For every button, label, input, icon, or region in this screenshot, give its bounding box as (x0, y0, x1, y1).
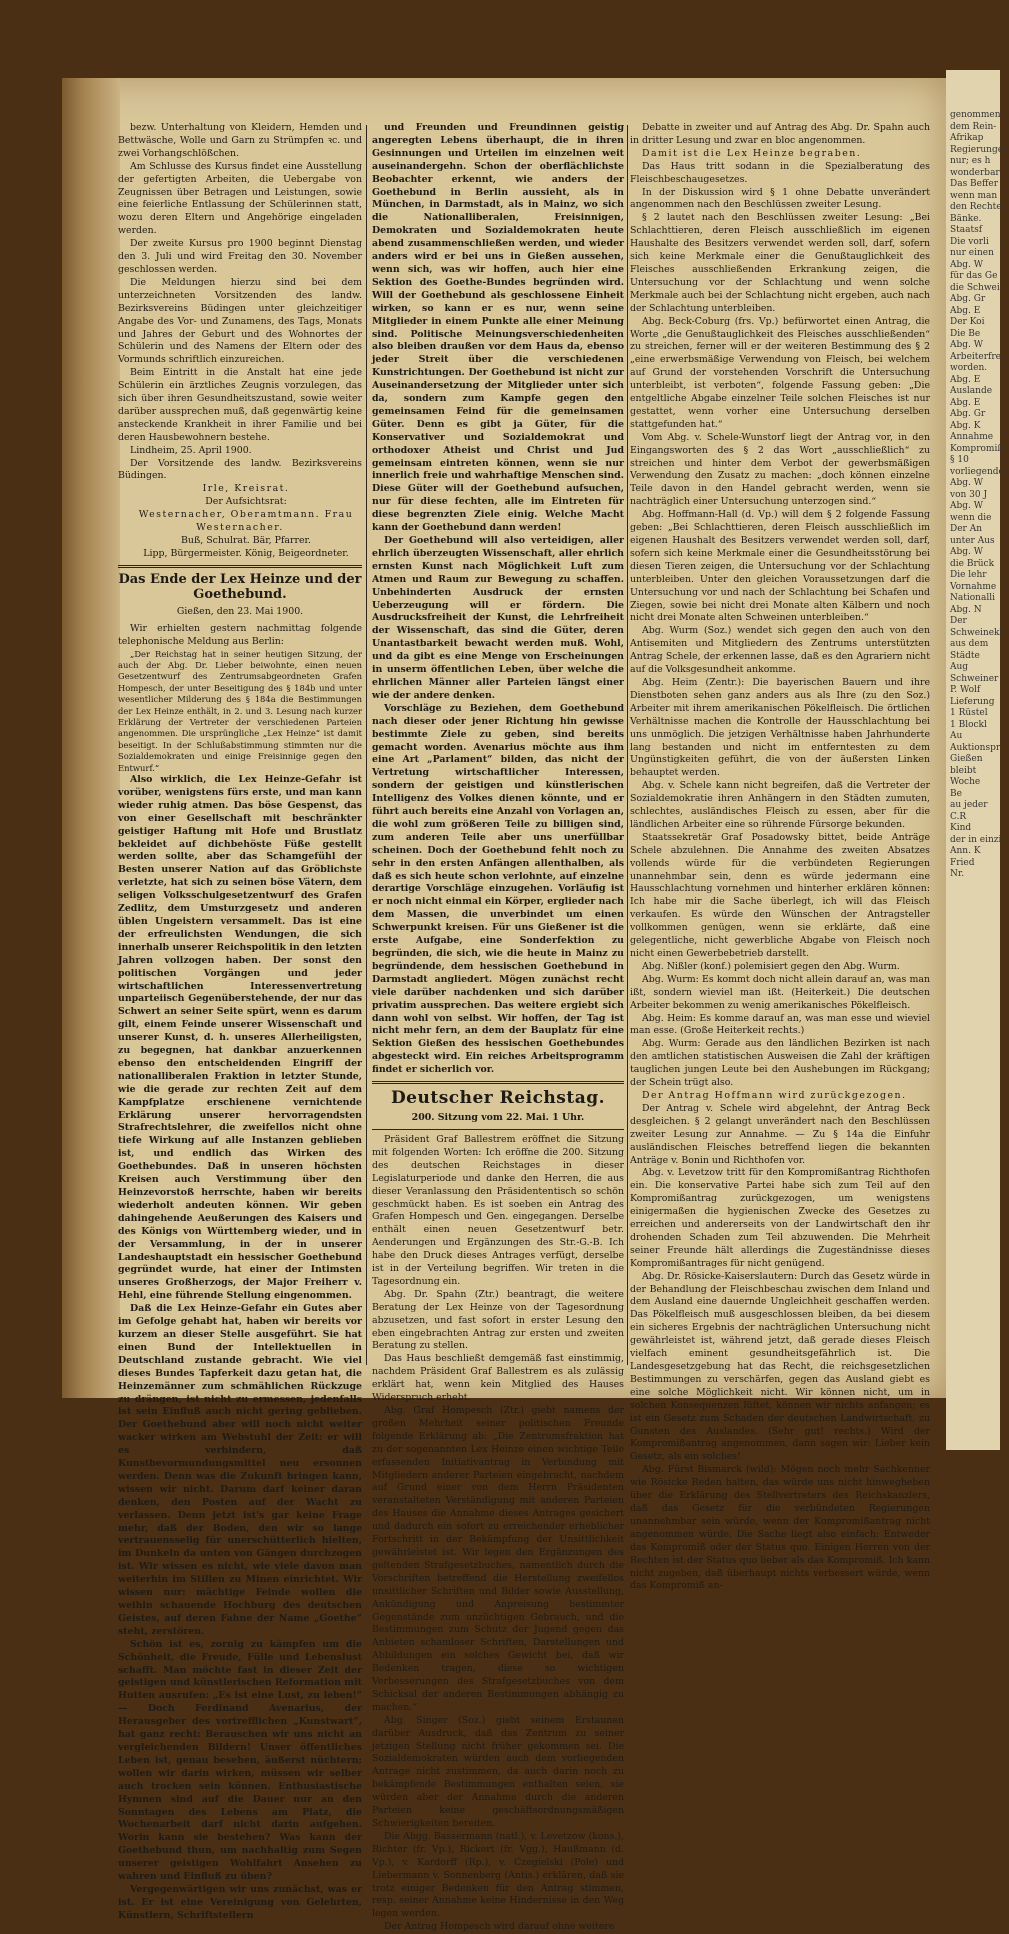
edge-text-fragment: Nr. (950, 869, 965, 879)
edge-text-fragment: nur einen (950, 248, 994, 258)
edge-text-fragment: Schweiner (950, 673, 999, 684)
edge-text-fragment: 1 Rüstel (950, 708, 988, 718)
column-divider (627, 125, 628, 1365)
paragraph: Abg. v. Schele kann nicht begreifen, daß die Vertreter der Sozialdemokratie ihren Anhängern in den Städten zumuten, schlechtes, ausländisches Fleisch zu essen, aber für die ländlichen Arbeiter eine so rührende Fürsorge bekunden. (630, 780, 930, 830)
edge-text-fragment: für das Ge (950, 271, 998, 281)
paragraph: Die Meldungen hierzu sind bei dem unterzeichneten Vorsitzenden des landw. Bezirksvereins Büdingen unter gleichzeitiger Angabe des Vor- und Zunamens, des Tags, Monats und Jahres der Geburt und des Wohnortes der Schülerin und des Namens der Eltern oder des Vormunds schriftlich einzureichen. (118, 276, 362, 366)
article-headline: Das Ende der Lex Heinze und der Goethebund. (118, 571, 362, 602)
edge-text-fragment: Der (950, 616, 967, 626)
article-headline: Deutscher Reichstag. (390, 1088, 606, 1109)
paragraph: Wir erhielten gestern nachmittag folgende telephonische Meldung aus Berlin: (118, 622, 362, 647)
paragraph: Der Antrag Hoffmann wird zurückgezogen. (642, 1089, 907, 1101)
edge-text-fragment: Woche (950, 777, 981, 787)
signature: Buß, Schulrat. Bär, Pfarrer. (181, 535, 311, 546)
paragraph: Abg. Beck-Coburg (frs. Vp.) befürwortet einen Antrag, die Worte „die Genußtauglichkeit des Fleisches ausschließenden“ zu streichen, ferner will er der weiteren Bestimmung des § 2 „eine erwerbsmäßige Verwendung von Fleisch, bei welchem auf Grund der vorstehenden Vorschrift die Untersuchung unterbleibt, ist verboten“, folgende Fassung geben: „Die entgeltliche Abgabe einzelner Teile solchen Fleisches ist nur gestattet, wenn vorher eine Untersuchung derselben stattgefunden hat.“ (630, 315, 930, 430)
edge-text-fragment: Auslande (950, 386, 993, 396)
edge-text-fragment: Abg. Gr (950, 409, 986, 419)
edge-text-fragment: P. Wolf (950, 685, 981, 695)
paragraph: Vom Abg. v. Schele-Wunstorf liegt der Antrag vor, in den Eingangsworten des § 2 das Wort „ausschließlich“ zu streichen und hinter dem Verbot der gewerbsmäßigen Verwendung den Zusatz zu machen: „doch können einzelne Teile davon in den Handel gebracht werden, wenn sie nachträglich einer Untersuchung unterzogen sind.“ (630, 431, 930, 508)
section-divider (372, 1129, 624, 1130)
edge-text-fragment: Nationalli (950, 593, 995, 603)
quote-paragraph: „Der Reichstag hat in seiner heutigen Sitzung, der auch der Abg. Dr. Lieber beiwohnte, einen neuen Gesetzentwurf des Zentrumsabgeordneten Grafen Hompesch, der unter Beseitigung des § 184b und unter wesentlicher Milderung des § 184a die Bestimmungen der Lex Heinze enthält, in 2. und 3. Lesung nach kurzer Erklärung der Vertreter der verschiedenen Parteien angenommen. Die ursprüngliche „Lex Heinze“ ist damit beseitigt. In der Schlußabstimmung stimmten nur die Sozialdemokraten und einige Freisinnige gegen den Entwurf.“ (118, 648, 362, 773)
paragraph: Beim Eintritt in die Anstalt hat eine jede Schülerin ein ärztliches Zeugnis vorzulegen, das sich über ihren Gesundheitszustand, sowie weiter darüber aussprechen muß, daß gegenwärtig keine ansteckende Krankheit in ihrer Familie und bei deren Hausbewohnern bestehe. (118, 367, 362, 443)
edge-text-fragment: Schweinekl (950, 627, 1003, 638)
edge-text-fragment: der in einzi (950, 834, 1002, 845)
edge-text-fragment: den Rechte (950, 202, 1002, 212)
paragraph: Vorschläge zu Beziehen, dem Goethebund nach dieser oder jener Richtung hin gewisse bestimmte Ziele zu geben, sind bereits gemacht worden. Avenarius möchte aus ihm eine Art „Parlament“ bilden, das nicht der Vertretung wirtschaftlicher Interessen, sondern der geistigen und künstlerischen Intelligenz des Volkes dienen könnte, und er führt auch bereits eine Anzahl von Vorlagen an, die wohl zum größeren Teile zu billigen sind, zum anderen Teile aber uns unerfüllbar scheinen. Doch der Goethebund fehlt noch zu sehr in den ersten Anfängen allenthalben, als daß es sich heute schon verlohnte, auf einzelne derartige Vorschläge einzugehen. Vorläufig ist er noch nicht einmal ein Körper, erglieder nach dem Massen, die unverbindet um einen Schwerpunkt kreisen. Für uns Gießener ist die erste Aufgabe, eine Sonderfektion zu begründen, die sich, wie die heute in Mainz zu begründende, dem hessischen Goethebund in Darmstadt angliedert. Mögen zunächst recht viele darüber nachdenken und sich darüber privatim aussprechen. Das weitere ergiebt sich dann wohl von selbst. Wir hoffen, der Tag ist nicht mehr fern, an dem der Bauplatz für eine Sektion Gießen des hessischen Goethebundes abgesteckt wird. Ein reiches Arbeitsprogramm findet er sicherlich vor. (372, 702, 624, 1076)
paragraph: Präsident Graf Ballestrem eröffnet die Sitzung mit folgenden Worten: Ich eröffne die 200. Sitzung des deutschen Reichstages in dieser Legislaturperiode und danke den Herren, die aus dieser Veranlassung den Präsidententisch so schön geschmückt haben. Es ist soeben ein Antrag des Grafen Hompesch und Gen. eingegangen. Derselbe enthält einen neuen Gesetzentwurf betr. Aenderungen und Ergänzungen des Str.-G.-B. Ich habe den Druck dieses Antrages verfügt, derselbe ist in der Verteilung begriffen. Wir treten in die Tagesordnung ein. (372, 1133, 624, 1287)
edge-text-fragment: dem Rein- (950, 121, 997, 132)
paragraph: Debatte in zweiter und auf Antrag des Abg. Dr. Spahn auch in dritter Lesung und zwar en bloc angenommen. (630, 122, 930, 146)
edge-text-fragment: vorliegende (950, 466, 1004, 477)
paragraph: Der Antrag v. Schele wird abgelehnt, der Antrag Beck desgleichen. § 2 gelangt unverändert nach den Beschlüssen zweiter Lesung zur Annahme. — Zu § 14a die Einfuhr ausländischen Fleisches betreffend liegen die bekannten Anträge v. Bonin und Richthofen vor. (630, 1102, 930, 1166)
column-1 (118, 122, 362, 1921)
paragraph: Das Haus tritt sodann in die Spezialberatung des Fleischbeschaugesetzes. (630, 160, 930, 185)
edge-text-fragment: wonderbar (950, 167, 1000, 178)
paragraph: Abg. Graf Hompesch (Ztr.) giebt namens der großen Mehrheit seiner politischen Freunde folgende Erklärung ab: „Die Zentrumsfraktion hat zu der sogenannten Lex Heinze einen wichtige Teile erfassenden Initiativantrag in Verbindung mit Mitgliedern anderer Parteien eingebracht, nachdem auf Grund einer von dem Herrn Präsidenten veranstalteten Verständigung mit anderen Parteien des Hauses die Annahme dieses Antrages gesichert und dadurch ein sofort zu erreichender erheblicher Fortschritt in der Bekämpfung der Unsittlichkeit gewährleistet ist. Wir legen den Ergänzungen des geltenden Strafgesetzbuches, namentlich durch die Vorschriften betreffend die Herstellung zweifellos unsittlicher Schriften und Bilder sowie Ausstellung, Ankündigung und Anpreisung bestimmter Gegenstände zum unzüchtigen Gebrauch, und die Bestimmungen zum Schutz der Jugend gegen das Anbieten schamloser Schriften, Darstellungen und Abbildungen ein solches Gewicht bei, daß wir Bedenken tragen, diese so wichtigen Verbesserungen des Strafgesetzbuches von dem Schicksal der anderen Bestimmungen abhängig zu machen.“ (372, 1405, 624, 1713)
paragraph: Der zweite Kursus pro 1900 beginnt Dienstag den 3. Juli und wird Freitag den 30. November geschlossen werden. (118, 238, 362, 275)
edge-text-fragment: Das Beffer (950, 179, 999, 189)
paragraph: Damit ist die Lex Heinze begraben. (642, 147, 862, 159)
paragraph: Vergegenwärtigen wir uns zunächst, was er ist. Er ist eine Vereinigung von Gelehrten, Künstlern, Schriftstellern (118, 1883, 362, 1921)
edge-text-fragment: Die Be (950, 328, 981, 339)
edge-text-fragment: Abg. Gr (950, 294, 986, 304)
edge-text-fragment: worden. (950, 363, 988, 373)
edge-text-fragment: Fried (950, 857, 975, 868)
paragraph: Abg. v. Levetzow tritt für den Kompromißantrag Richthofen ein. Die konservative Partei habe sich zum Teil auf den Kompromißantrag zurückgezogen, um wenigstens einigermaßen die hygienischen Zwecke des Gesetzes zu erreichen und andererseits von der Landwirtschaft den ihr drohenden Schaden zum Teil abzuwenden. Die Mehrheit seiner Freunde hält allerdings die Zugeständnisse dieses Kompromißantrages für nicht genügend. (630, 1167, 930, 1269)
edge-text-fragment: wenn man (950, 190, 998, 201)
edge-text-fragment: Regierungen (950, 144, 1009, 155)
paragraph: Abg. Heim (Zentr.): Die bayerischen Bauern und ihre Dienstboten sehen ganz anders aus als Ihre (zu den Soz.) Arbeiter mit ihrem amerikanischen Pökelfleisch. Die örtlichen Verhältnisse machen die Kontrolle der Hausschlachtung bei uns unmöglich. Die jetzigen Verhältnisse haben Jahrhunderte lang bestanden und nicht im entferntesten zu dem Ungünstigkeiten geführt, die von der äußersten Linken behauptet werden. (630, 676, 930, 779)
edge-text-fragment: die Brück (950, 558, 995, 569)
paragraph: Abg. Nißler (konf.) polemisiert gegen den Abg. Wurm. (642, 960, 900, 972)
edge-text-fragment: Staatsf (950, 225, 983, 235)
signature: Lipp, Bürgermeister. König, Beigeordneter. (143, 547, 349, 559)
edge-text-fragment: Annahme (950, 432, 994, 442)
edge-text-fragment: Abg. W (950, 501, 983, 511)
edge-text-fragment: Auktionspr (950, 742, 1001, 753)
session-line: 200. Sitzung vom 22. Mai. 1 Uhr. (411, 1112, 585, 1124)
edge-text-fragment: Au (950, 731, 963, 741)
edge-text-fragment: Abg. E (950, 374, 981, 385)
edge-text-fragment: Abg. W (950, 547, 983, 557)
edge-text-fragment: Abg. E (950, 397, 981, 408)
edge-text-fragment: § 10 (950, 455, 969, 465)
edge-text-fragment: Abg. E (950, 305, 981, 316)
column-2 (372, 122, 624, 1933)
edge-text-fragment: Der An (950, 524, 983, 534)
paragraph: Staatssekretär Graf Posadowsky bittet, beide Anträge Schele abzulehnen. Die Annahme des zweiten Absatzes vollends würde für die verbündeten Regierungen unannehmbar sein, denn es würde jedermann eine Hausschlachtung vornehmen und hinterher erklären können: Ich habe mir die Sache überlegt, ich will das Fleisch verkaufen. Es würde den Wünschen der Antragsteller vollkommen genügen, wenn sie erklärte, daß eine gelegentliche, nicht gewerbliche Abgabe von Fleisch noch nicht einen Gewerbebetrieb darstellt. (630, 831, 930, 959)
edge-text-fragment: Abg. W (950, 478, 983, 488)
edge-text-fragment: von 30 J (950, 489, 988, 500)
paragraph: Der Antrag Hompesch wird darauf ohne weitere (384, 1921, 615, 1933)
column-3 (630, 122, 930, 1592)
paragraph: Die Abgg. Bassermann (natl.), v. Levetzow (kons.), Richter (fr. Vp.), Rickert (fr. Vgg.), Haußmann (d. Vp.), v. Kardorff (Rp.), v. Czegielski (Pole) und Liebermann v. Sonnenberg (Antis.) erklären, daß sie trotz einiger Bedenken für den Antrag stimmen, resp. seiner Annahme keine Hindernisse in den Weg legen werden. (372, 1830, 624, 1920)
edge-text-fragment: Abg. W (950, 340, 983, 350)
edge-text-fragment: Bänke. (950, 213, 982, 224)
edge-text-fragment: Aug (950, 662, 969, 672)
edge-text-fragment: Die vorli (950, 236, 989, 247)
paragraph: Abg. Wurm: Es kommt doch nicht allein darauf an, was man ißt, sondern wieviel man ißt. (Heiterkeit.) Die deutschen Arbeiter bekommen zu wenig amerikanisches Pökelfleisch. (630, 973, 930, 1011)
edge-text-fragment: Afrikap (950, 133, 984, 143)
edge-text-fragment: Abg. W (950, 259, 983, 270)
edge-text-fragment: die Schwei (950, 282, 1000, 293)
edge-text-fragment: Abg. K (950, 420, 981, 431)
paragraph: Abg. Wurm: Gerade aus den ländlichen Bezirken ist nach den amtlichen statistischen Ausweisen die Zahl der kräftigen tauglichen jungen Leute bei den Aushebungen im Rückgang; der Schein trügt also. (630, 1038, 930, 1089)
signature: Der Aufsichtsrat: (205, 496, 287, 508)
edge-text-fragment: bleibt (950, 765, 977, 776)
edge-text-fragment: Lieferung (950, 696, 995, 707)
edge-text-fragment: unter Aus (950, 535, 995, 546)
edge-text-fragment: Gießen (950, 754, 983, 764)
paragraph: In der Diskussion wird § 1 ohne Debatte unverändert angenommen nach den Beschlüssen zweiter Lesung. (630, 186, 930, 211)
adjacent-page-edge (946, 70, 1009, 1450)
paragraph: Das Haus beschließt demgemäß fast einstimmig, nachdem Präsident Graf Ballestrem es als zulässig erklärt hat, wenn kein Mitglied des Hauses Widerspruch erhebt. (372, 1353, 624, 1404)
edge-text-fragment: Kompromiß (950, 443, 1004, 454)
edge-text-fragment: Die lehr (950, 570, 987, 580)
paragraph: § 2 lautet nach den Beschlüssen zweiter Lesung: „Bei Schlachttieren, deren Fleisch ausschließlich im eigenen Haushalte des Besitzers verwendet werden soll, darf, sofern sich keine Merkmale einer die Genußtauglichkeit des Fleisches ausschließenden Erkrankung zeigen, die Untersuchung vor der Schlachtung und wenn solche Merkmale auch bei der Schlachtung nicht ergeben, auch nach der Schlachtung unterbleiben. (630, 212, 930, 314)
edge-text-fragment: Städte (950, 650, 980, 661)
paragraph: und Freunden und Freundinnen geistig angeregten Lebens überhaupt, die in ihren Gesinnungen und Urteilen im einzelnen weit auseinandergehn. Schon der oberflächlichste Beobachter erkennt, wie anders der Goethebund in Berlin aussieht, als in München, in Darmstadt, als in Mainz, wo sich die Nationalliberalen, Freisinnigen, Demokraten und Sozialdemokraten heute abend zusammenschließen werden, und wieder anders wird er bei uns in Gießen aussehen, wenn sich, was wir hoffen, auch hier eine Sektion des Goethe-Bundes begründen wird. Will der Goethebund als geschlossene Einheit wirken, so kann er es nur, wenn seine Mitglieder in einem Punkte alle einer Meinung sind. Politische Meinungsverschiedenheiten also bleiben draußen vor dem Haus da, ebenso jeder Streit über die verschiedenen Kunstrichtungen. Der Goethebund ist nicht zur Auseinandersetzung der Mitglieder unter sich da, sondern zum Kampfe gegen den gemeinsamen Feind für die gemeinsamen Güter. Denn es gibt ja Güter, für die Konservativer und Sozialdemokrat und orthodoxer Atheist und Christ und Jud gemeinsam eintreten können, wenn sie nur innerlich freie und wahrhaftige Menschen sind. Diese Güter will der Goethebund aufsuchen, nur für diese fechten, alle im Eintreten für diese begrenzten Ziele einig. Welche Macht kann der Goethebund dann werden! (372, 122, 624, 534)
edge-text-fragment: Vornahme (950, 581, 997, 592)
paragraph: Abg. Wurm (Soz.) wendet sich gegen den auch von den Antisemiten und Mitgliedern des Zentrums unterstützten Antrag Schele, der erkennen lasse, daß es den Agrariern nicht auf die Volksgesundheit ankomme. (630, 625, 930, 676)
edge-text-fragment: genommen (950, 110, 1001, 120)
signature: Westernacher, Oberamtmann. Frau Westernacher. (138, 509, 354, 534)
paragraph: Abg. Hoffmann-Hall (d. Vp.) will dem § 2 folgende Fassung geben: „Bei Schlachttieren, deren Fleisch ausschließlich im eigenen Haushalt des Besitzers verwendet werden soll, darf, sofern sich keine Merkmale einer die Gesundheitsstörung bei diesen Tieren zeigen, die Untersuchung vor der Schlachtung unterbleiben. Unter den gleichen Voraussetzungen darf die Untersuchung vor und nach der Schlachtung bei Schafen und Ziegen, sowie bei nicht drei Monate alten Kälbern und noch nicht drei Monate alten Schweinen unterbleiben.“ (630, 509, 930, 624)
section-divider (118, 565, 362, 568)
edge-text-fragment: Be (950, 788, 962, 799)
paragraph: Abg. Fürst Bismarck (wild): Mögen noch mehr Sachkenner wie Rösicke Reden halten, das würde uns nicht hinwegheben über die Erklärung des Stellvertreters des Reichskanzlers, daß das Gesetz für die verbündeten Regierungen unannehmbar sein würde, wenn der Kompromißantrag nicht angenommen würde. Die Sache liegt also einfach: Entweder das Kompromiß oder der Status quo. Einigen Herren von der Rechten ist der Status quo lieber als das Kompromiß. Ich kann nicht zugeben, daß überhaupt nichts verbessert würde, wenn das Kompromiß an- (630, 1464, 930, 1592)
paragraph: Am Schlusse des Kursus findet eine Ausstellung der gefertigten Arbeiten, die Uebergabe von Zeugnissen über Betragen und Leistungen, sowie eine feierliche Entlassung der Schülerinnen statt, wozu deren Eltern und Angehörige eingeladen werden. (118, 160, 362, 237)
paragraph: Abg. Heim: Es komme darauf an, was man esse und wieviel man esse. (Große Heiterkeit rechts.) (630, 1012, 930, 1037)
edge-text-fragment: 1 Blockl (950, 719, 987, 730)
edge-text-fragment: au jeder (950, 800, 988, 810)
book-binding (62, 78, 120, 1398)
signature: Irle, Kreisrat. (202, 483, 290, 495)
dateline: Lindheim, 25. April 1900. (130, 444, 252, 456)
edge-text-fragment: Der Koi (950, 317, 985, 327)
paragraph: bezw. Unterhaltung von Kleidern, Hemden und Bettwäsche, Wolle und Garn zu Strümpfen ꝛc. und zwei Vorhangschlößchen. (118, 122, 362, 159)
paragraph: Der Goethebund will also verteidigen, aller ehrlich überzeugten Wissenschaft, aller ehrlich ernsten Kunst nach Möglichkeit Luft zum Atmen und Raum zur Bewegung zu schaffen. Unbehinderten Ausdruck der ernsten Ueberzeugung will er fördern. Die Ausdrucksfreiheit der Kunst, die Lehrfreiheit der Wissenschaft, das sind die Güter, deren Unantastbarkeit bewacht werden muß. Wohl, und da gibt es eine Menge von Erscheinungen in unserm öffentlichen Leben, über welche die ehrlichen Männer aller Parteien längst einer wie der andere denken. (372, 535, 624, 701)
paragraph: Abg. Dr. Rösicke-Kaiserslautern: Durch das Gesetz würde in der Behandlung der Fleischbeschau zwischen dem Inland und dem Ausland eine dauernde Ungleichheit geschaffen werden. Das Pökelfleisch muß ausgeschlossen bleiben, da bei diesem ein sicheres Ergebnis der nachträglichen Untersuchung nicht gewährleistet ist, während jetzt, daß gerade dieses Fleisch vielfach eminent gesundheitsgefährlich ist. Die Landesgesetzgebung hat das Recht, die reichsgesetzlichen Bestimmungen zu verschärfen, gegen das Ausland giebt es eine solche Möglichkeit nicht. Wir können nicht, um in solchen Konsequenzen lüftet, können wir nichts anfangen; es ist ein Gesetz zum Schaden der deutschen Landwirtschaft, zu Gunsten des Auslandes. (Sehr gut! rechts.) Wird der Kompromißantrag angenommen, dann sagen wir: Lieber kein Gesetz, als ein solches! (630, 1270, 930, 1463)
edge-text-fragment: C.R (950, 811, 967, 822)
edge-text-fragment: Abg. N (950, 604, 982, 615)
edge-text-fragment: aus dem (950, 639, 989, 649)
article-dateline: Gießen, den 23. Mai 1900. (176, 605, 304, 617)
paragraph: Also wirklich, die Lex Heinze-Gefahr ist vorüber, wenigstens fürs erste, und man kann wieder ruhig atmen. Das böse Gespenst, das von einer Gesellschaft mit beschränkter geistiger Haftung mit Hofe und Brustlatz bekleidet auf dichbehöste Füße gestellt werden sollte, aber das Schamgefühl der Besten unserer Nation auf das Gröblichste verletzte, hat sich zu seinen böse Vätern, dem seligen Volksschulgesetzentwurf des Grafen Zedlitz, dem Umsturzgesetz und anderen üblen Ungeistern versammelt. Das ist eine der erfreulichsten Wendungen, die sich innerhalb unserer Reichspolitik in den letzten Jahren vollzogen haben. Der sonst den politischen Vorgängen und jeder wirtschaftlichen Interessenvertretung unparteiisch Gegenüberstehende, der nur das Schwert an seiner Seite spürt, wenn es darum gilt, einem Feinde unserer Wissenschaft und unserer Kunst, d. h. unseres Allerheiligsten, zu begegnen, hat dankbar anzuerkennen ebenso den entscheidenden Eingriff der nationalliberalen Fraktion in letzter Stunde, wie die gerade zur rechten Zeit auf dem Kampfplatze erschienene vernichtende Erklärung unserer hervorragendsten Strafrechtslehrer, die zweifellos nicht ohne tiefe Wirkung auf alle Instanzen geblieben ist, und endlich das Wirken des Goethebundes. Daß in unseren höchsten Kreisen auch Verstimmung über den Heinzevorstoß herrschte, haben wir bereits wiederholt andeuten können. Wir geben dahingehende Aeußerungen des Kaisers und des Königs von Württemberg wieder, und in der Versammlung, in der in unserer Landeshauptstadt ein hessischer Goethebund gegründet wurde, hat einer der Intimsten unseres Großherzogs, der Major Freiherr v. Hehl, eine führende Stellung eingenommen. (118, 774, 362, 1302)
edge-text-fragment: wenn die (950, 512, 992, 523)
column-divider (366, 125, 367, 1365)
paragraph: Der Vorsitzende des landw. Bezirksvereins Büdingen. (118, 457, 362, 482)
section-divider (372, 1081, 624, 1084)
edge-text-fragment: Ann. K (950, 846, 981, 856)
edge-text-fragment: Kind (950, 823, 972, 833)
edge-text-fragment: Arbeiterfre (950, 351, 1001, 362)
paragraph: Daß die Lex Heinze-Gefahr ein Gutes aber im Gefolge gehabt hat, haben wir bereits vor kurzem an dieser Stelle ausgeführt. Sie hat einen Bund der Intellektuellen in Deutschland zustande gebracht. Wie viel dieses Bundes Tapferkeit dazu getan hat, die Heinzemänner zum schmählichen Rückzuge zu drängen, ist nicht zu ermessen, jedenfalls ist sein Einfluß auch nicht gering geblieben. Der Goethebund aber will noch nicht weiter wacker wirken am Webstuhl der Zeit: er will es verhindern, daß Kunstbevormundungsmittel neu ersonnen werden. Denn was die Zukunft bringen kann, wissen wir nicht. Darum darf keiner daran denken, den Posten auf der Wacht zu verlassen. Denn jetzt ist's gar keine Frage mehr, daß der Boden, den wir so lange vertrauensselig für unerschütterlich hielten, im Dunkeln da unten von Gängen durchzogen ist. Wir wissen es nicht, wie viele davon man weiterhin im Stillen zu Minen einrichtet. Wir wissen nur: mächtige Feinde wollen die weihin schauende Hochburg des deutschen Geistes, auf deren Fahne der Name „Goethe“ steht, zerstören. (118, 1303, 362, 1637)
paragraph: Abg. Dr. Spahn (Ztr.) beantragt, die weitere Beratung der Lex Heinze von der Tagesordnung abzusetzen, und fast sofort in erster Lesung den eben eingebrachten Antrag zur ersten und zweiten Beratung zu stellen. (372, 1288, 624, 1352)
edge-text-fragment: nur; es h (950, 156, 991, 166)
paragraph: Schön ist es, zornig zu kämpfen um die Schönheit, die Freude, Fülle und Lebenslust schafft. Man möchte fast in dieser Zeit der geistigen und künstlerischen Reformation mit Hutten ausrufen: „Es ist eine Lust, zu leben!“ — Doch Ferdinand Avenarius, der Herausgeber des vortrefflichen „Kunstwart“, hat ganz recht: Berauschen wir uns nicht an vergleichenden Bildern! Unser öffentliches Leben ist, genau besehen, äußerst nüchtern; wollen wir darin wirken, müssen wir selber auch trocken sein können. Enthusiastische Hymnen sind auf die Dauer nur an den Sonntagen des Lebens am Platz, die Wochenarbeit darf nicht darin aufgehen. Worin kann sie bestehen? Was kann der Goethebund thun, um nachhaltig zum Segen unserer geistigen Wohlfahrt Ansehen zu wahren und Einfluß zu üben? (118, 1638, 362, 1883)
paragraph: Abg. Singer (Soz.) giebt seinem Erstaunen darüber Ausdruck, daß das Zentrum zu seiner jetzigen Stellung nicht früher gekommen sei. Die Sozialdemokraten würden auch dem vorliegenden Antrage nicht zustimmen, da auch darin noch zu bekämpfende Bestimmungen enthalten seien, sie würden aber der Annahme durch die anderen Parteien keine geschäftsordnungsmäßigen Schwierigkeiten bereiten. (372, 1714, 624, 1829)
